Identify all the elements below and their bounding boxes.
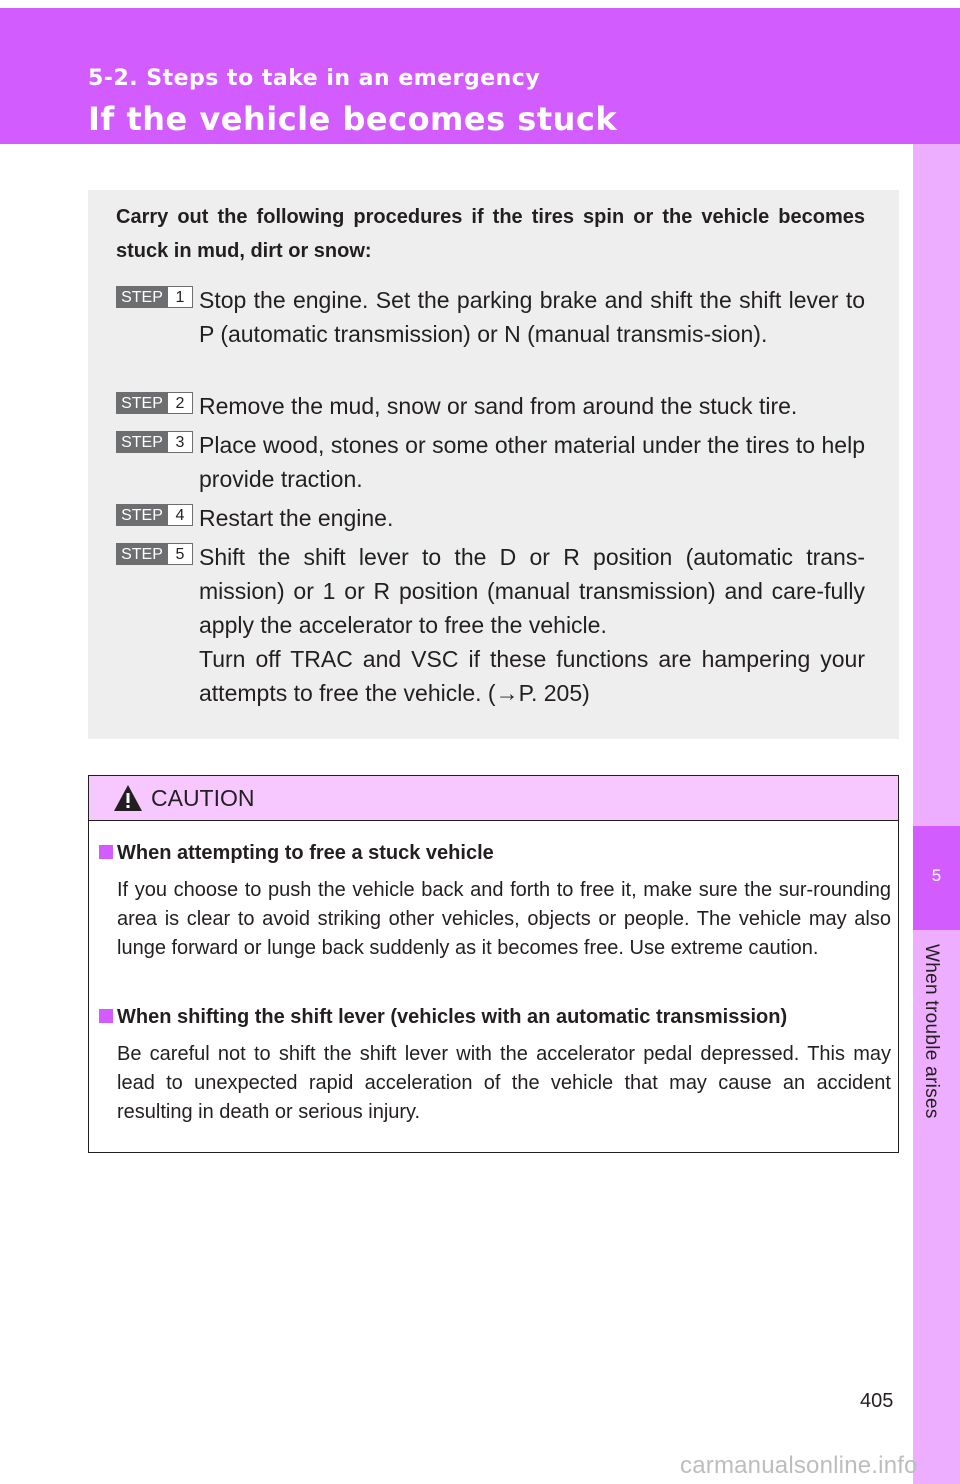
step-badge	[116, 286, 193, 308]
caution-label: CAUTION	[151, 785, 255, 811]
step-word: STEP	[116, 392, 168, 414]
caution-heading	[99, 1004, 891, 1030]
step-4	[116, 501, 865, 535]
step-word: STEP	[116, 543, 168, 565]
step-number: 5	[168, 543, 193, 565]
step-text: Place wood, stones or some other material under the tires to help provide traction.	[199, 432, 865, 492]
step-number: 1	[168, 286, 193, 308]
caution-box	[88, 775, 899, 1153]
header-bar	[0, 8, 960, 144]
section-label: 5-2. Steps to take in an emergency	[88, 66, 541, 91]
step-text: Stop the engine. Set the parking brake and shift the shift lever to P (automatic transmission) or N (manual transmis-sion).	[199, 287, 865, 347]
step-word: STEP	[116, 431, 168, 453]
caution-item	[99, 840, 891, 963]
step-text: Shift the shift lever to the D or R position (automatic trans-mission) or 1 or R position (manual transmission) and care-fully apply the accelerator to free the vehicle.	[199, 544, 865, 638]
side-tab	[913, 144, 960, 1484]
watermark: carmanualsonline.info	[680, 1452, 918, 1479]
caution-body: Be careful not to shift the shift lever with the accelerator pedal depressed. This may lead to unexpected rapid acceleration of the vehicle that may cause an accident resulting in death or serious injury.	[117, 1043, 891, 1123]
step-number: 4	[168, 504, 193, 526]
warning-triangle-icon	[113, 784, 143, 817]
step-word: STEP	[116, 286, 168, 308]
step-number: 3	[168, 431, 193, 453]
page-number: 405	[860, 1390, 894, 1412]
caution-heading-text: When shifting the shift lever (vehicles with an automatic transmission)	[117, 1006, 788, 1028]
step-5	[116, 540, 865, 710]
step-note: Turn off TRAC and VSC if these functions are hampering your attempts to free the vehicle. (→P. 205)	[199, 646, 865, 706]
step-text: Remove the mud, snow or sand from around the stuck tire.	[199, 393, 798, 419]
step-1	[116, 283, 865, 351]
step-text: Restart the engine.	[199, 505, 394, 531]
step-badge	[116, 543, 193, 565]
step-number: 2	[168, 392, 193, 414]
caution-item	[99, 1004, 891, 1127]
step-badge	[116, 431, 193, 453]
chapter-number: 5	[913, 826, 960, 930]
page-title: If the vehicle becomes stuck	[88, 100, 618, 138]
intro-text: Carry out the following procedures if the tires spin or the vehicle becomes stuck in mud, dirt or snow:	[116, 206, 865, 262]
step-3	[116, 428, 865, 496]
caution-heading	[99, 840, 891, 866]
square-bullet-icon	[99, 845, 113, 859]
step-word: STEP	[116, 504, 168, 526]
caution-heading-text: When attempting to free a stuck vehicle	[117, 842, 494, 864]
square-bullet-icon	[99, 1009, 113, 1023]
caution-header	[89, 776, 898, 821]
step-badge	[116, 392, 193, 414]
step-2	[116, 389, 865, 423]
chapter-label: When trouble arises	[921, 944, 942, 1119]
step-badge	[116, 504, 193, 526]
caution-body: If you choose to push the vehicle back and forth to free it, make sure the sur-rounding area is clear to avoid striking other vehicles, objects or people. The vehicle may also lunge forward or lunge back suddenly as it becomes free. Use extreme caution.	[117, 879, 891, 959]
